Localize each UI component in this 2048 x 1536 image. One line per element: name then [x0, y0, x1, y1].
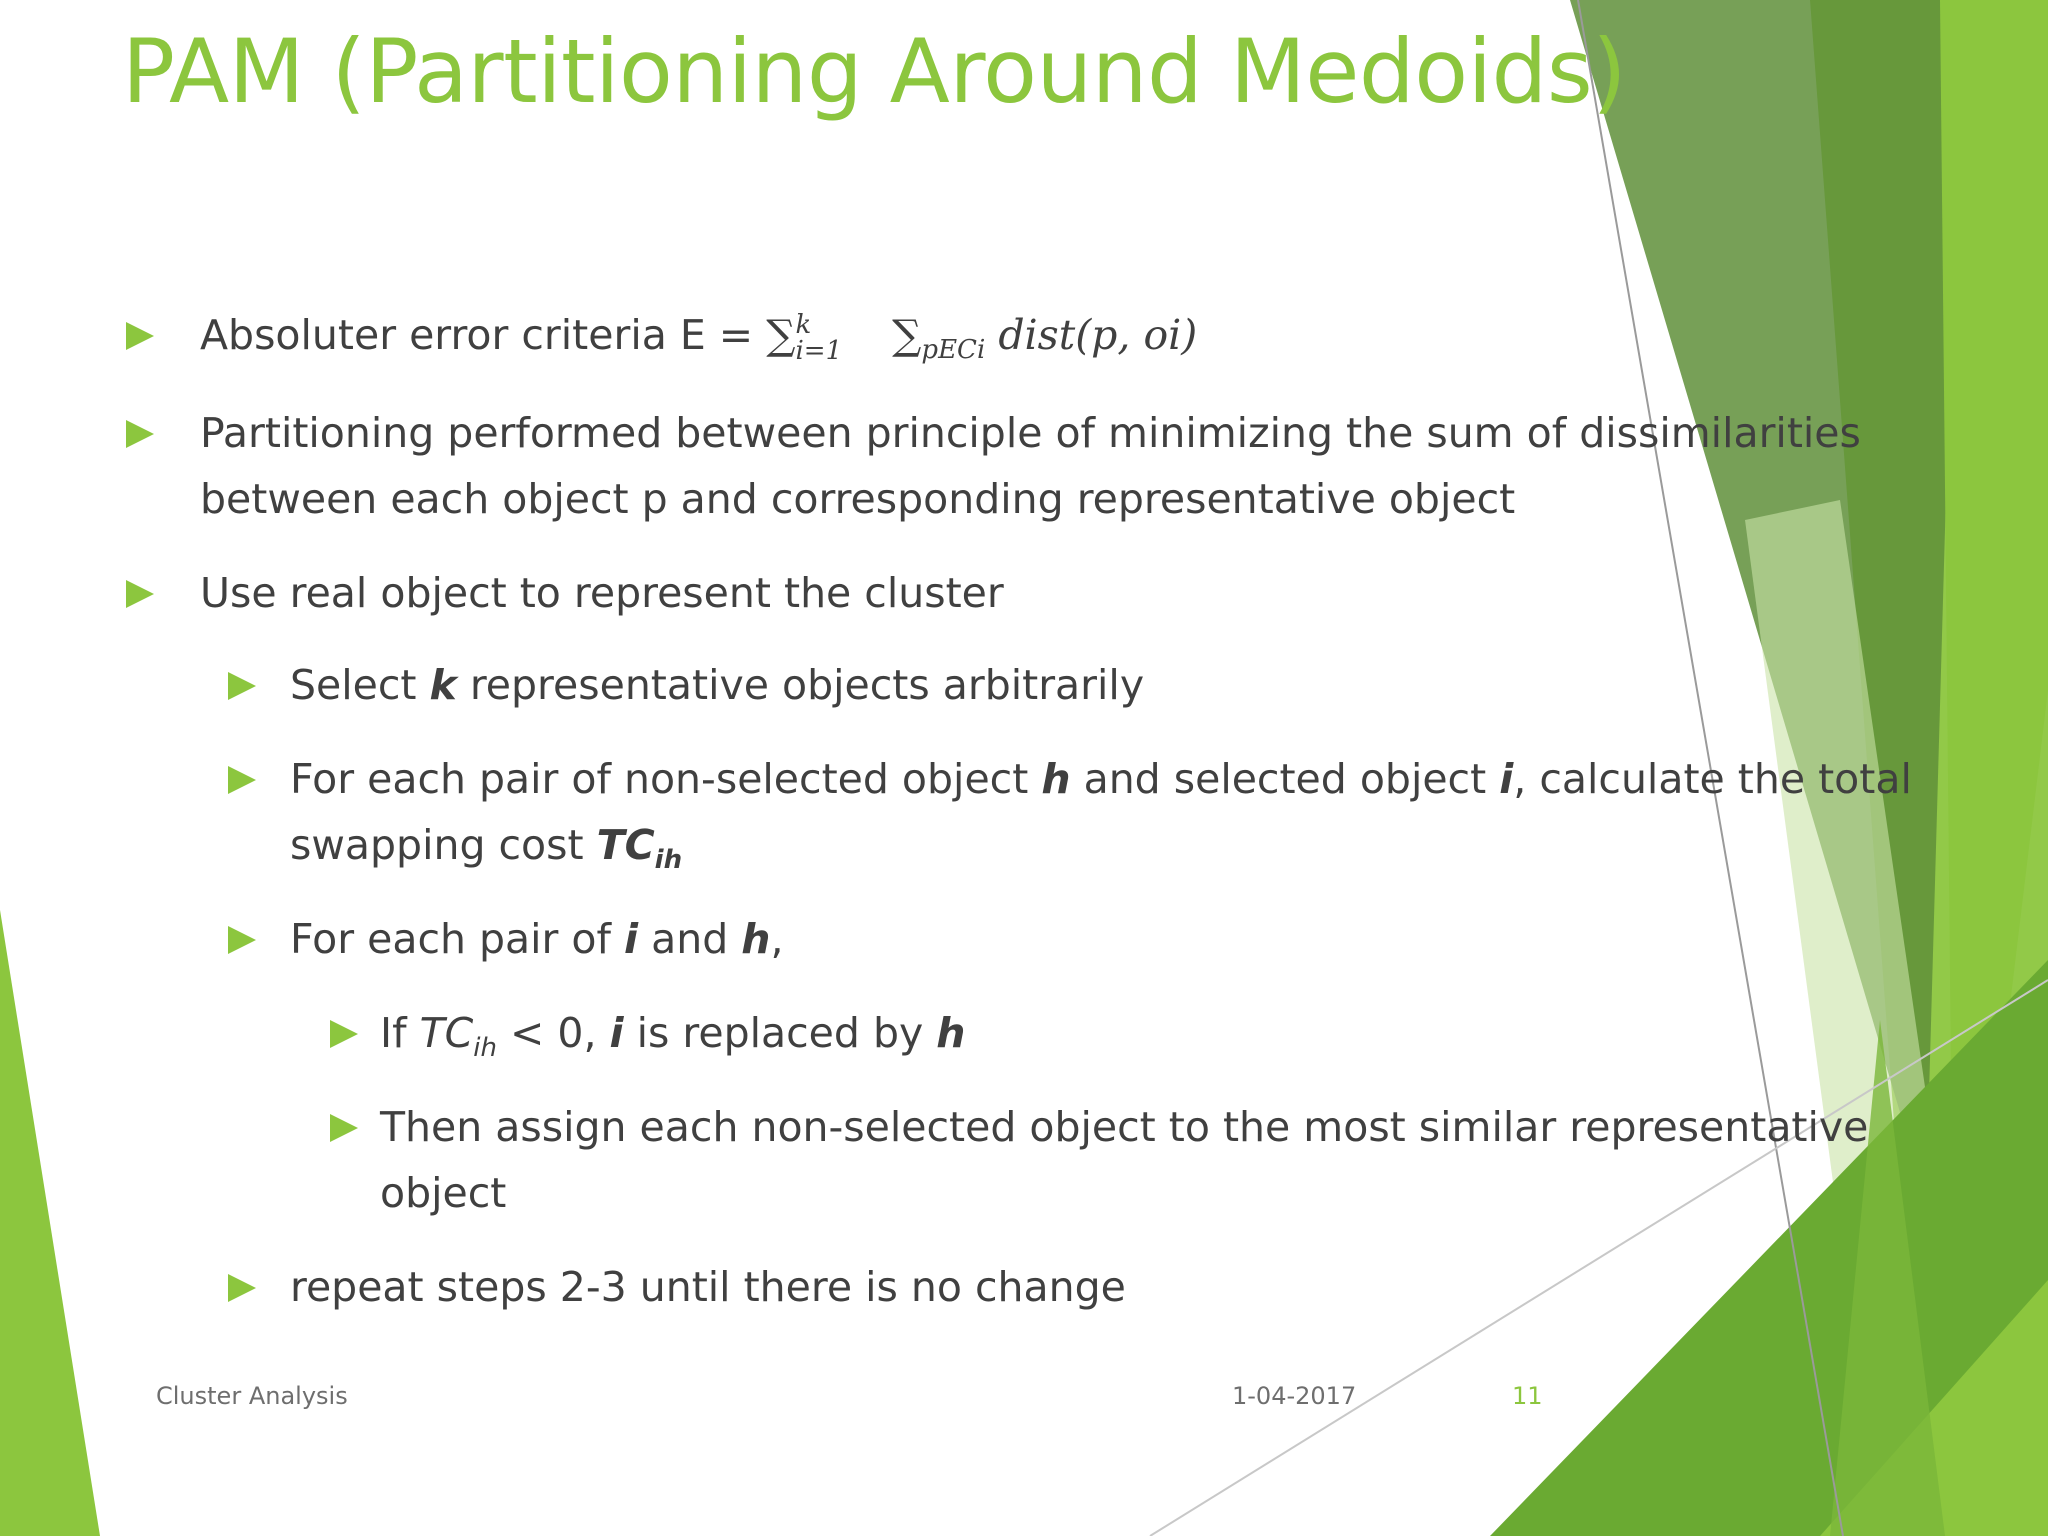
bullet-text: repeat steps 2-3 until there is no change — [290, 1263, 1126, 1311]
var-h: h — [1041, 755, 1071, 803]
bullet-text: Partitioning performed between principle of minimizing the sum of dissimilarities between each object p and corresponding representative object — [200, 409, 1861, 523]
bullet-arrow-icon — [126, 580, 154, 608]
bullet-arrow-icon — [126, 322, 154, 350]
sum-lower-limit: i=1 — [795, 336, 843, 366]
var-tc-subscript: ih — [654, 845, 683, 876]
subbullet-each-pair: For each pair of i and h, — [228, 906, 1828, 972]
footer-title: Cluster Analysis — [156, 1382, 348, 1410]
var-tc: TC — [596, 821, 655, 869]
var-i: i — [1499, 755, 1514, 803]
sum-upper-limit: k — [795, 310, 812, 340]
bullet-partitioning — [124, 400, 1884, 532]
sum-symbol-2: ∑ — [892, 311, 922, 359]
sum-symbol: ∑ — [766, 311, 796, 359]
var-tc-subscript: ih — [473, 1033, 497, 1064]
footer-date: 1-04-2017 — [1232, 1382, 1357, 1410]
var-tc: TC — [419, 1009, 474, 1057]
bullet-text: Absoluter error criteria E = — [200, 311, 767, 359]
var-k: k — [429, 661, 457, 709]
var-h: h — [741, 915, 771, 963]
bullet-arrow-icon — [228, 1274, 256, 1302]
bullet-arrow-icon — [330, 1114, 358, 1142]
dist-expression: dist(p, oi) — [998, 311, 1198, 359]
subbullet-repeat — [228, 1254, 1828, 1320]
bullet-arrow-icon — [228, 672, 256, 700]
bullet-text: Then assign each non-selected object to the most similar representative object — [380, 1103, 1869, 1217]
bullet-arrow-icon — [228, 766, 256, 794]
bullet-text: Use real object to represent the cluster — [200, 569, 1004, 617]
var-h: h — [936, 1009, 966, 1057]
sum-subscript: pECi — [921, 335, 986, 366]
bullet-arrow-icon — [126, 420, 154, 448]
bullet-arrow-icon — [228, 926, 256, 954]
subbullet-select-k: Select k representative objects arbitrarily — [228, 652, 1828, 718]
subsubbullet-if-tc: If $TC_{ih} < 0$, i is replaced by h — [330, 1000, 1830, 1081]
slide-title: PAM (Partitioning Around Medoids) — [122, 20, 1627, 123]
page-number: 11 — [1512, 1382, 1543, 1410]
left-accent-shape — [0, 910, 100, 1536]
bullet-error-criteria — [124, 302, 1824, 383]
var-i: i — [609, 1009, 624, 1057]
subbullet-swapping-cost: For each pair of non-selected object h and selected object i, calculate the total swapping cost $TC_{ih}$ — [228, 746, 1948, 893]
var-i: i — [624, 915, 639, 963]
bullet-arrow-icon — [330, 1020, 358, 1048]
subsubbullet-assign — [330, 1094, 1920, 1226]
bullet-real-object — [124, 560, 1824, 626]
